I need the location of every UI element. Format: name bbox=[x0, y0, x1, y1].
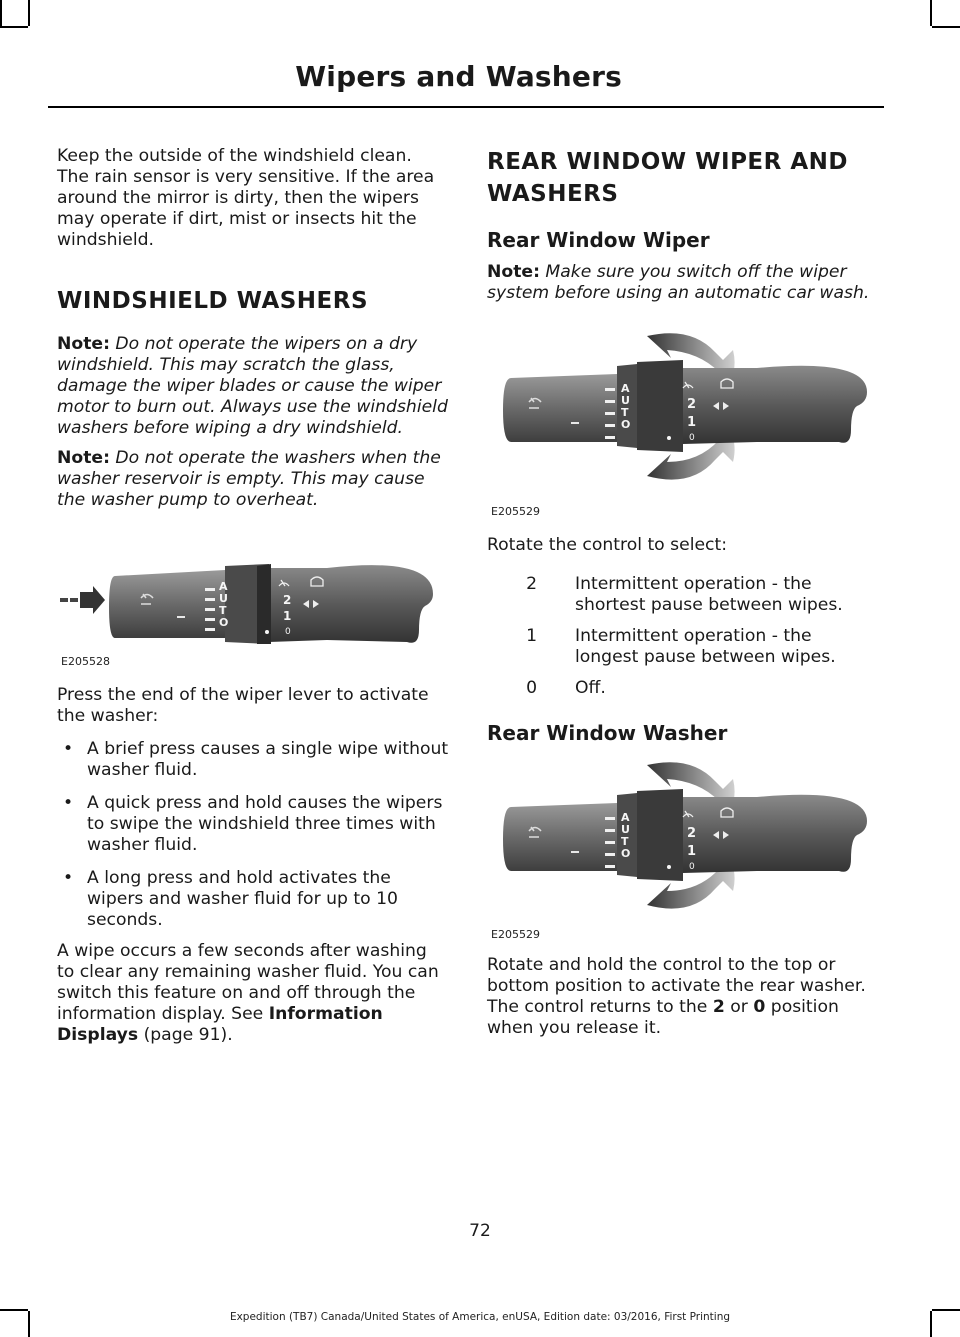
intro-paragraph: Keep the outside of the windshield clean. The rain sensor is very sensitive. If the area around the mirror is dirty, then the wipers may operate if dirt, mist or insects hit the windshield. bbox=[57, 146, 435, 250]
auto-letter: U bbox=[621, 823, 630, 836]
note-text: Make sure you switch off the wiper system before using an automatic car wash. bbox=[487, 262, 870, 303]
bullet-list bbox=[57, 739, 449, 931]
speed-2-label: 2 bbox=[687, 826, 697, 841]
note-paragraph bbox=[57, 334, 449, 439]
press-arrow-icon bbox=[60, 586, 105, 614]
rear-wiper-lever-illustration bbox=[487, 328, 879, 488]
note-label: Note: bbox=[57, 334, 110, 354]
list-item: • A long press and hold activates the wipers and washer fluid for up to 10 seconds. bbox=[57, 868, 449, 931]
wiper-lever-illustration bbox=[57, 558, 449, 656]
footer-text: Expedition (TB7) Canada/United States of America, enUSA, Edition date: 03/2016, First Printing bbox=[229, 1311, 731, 1323]
or-text: or bbox=[730, 997, 748, 1017]
left-column bbox=[57, 146, 449, 1046]
speed-2-label: 2 bbox=[687, 397, 697, 412]
speed-1-label: 1 bbox=[687, 844, 697, 859]
subsection-heading: Rear Window Washer bbox=[487, 721, 728, 745]
auto-letter: O bbox=[621, 847, 631, 860]
wipe-paragraph bbox=[57, 941, 449, 1046]
auto-letter: U bbox=[621, 394, 630, 407]
option-list bbox=[487, 574, 879, 699]
auto-letter: T bbox=[621, 835, 629, 848]
auto-letter: U bbox=[219, 592, 228, 605]
option-number: 1 bbox=[526, 626, 537, 646]
note-label: Note: bbox=[57, 448, 110, 468]
crop-mark bbox=[0, 0, 2, 26]
note-paragraph bbox=[487, 262, 879, 304]
figure-code: E205528 bbox=[61, 655, 110, 668]
rear-washer-figure bbox=[487, 757, 879, 941]
option-row bbox=[487, 678, 879, 699]
rotate-instruction: Rotate the control to select: bbox=[487, 535, 728, 555]
subsection-heading: Rear Window Wiper bbox=[487, 228, 710, 252]
press-instruction: Press the end of the wiper lever to activate the washer: bbox=[57, 685, 429, 726]
section-heading: WINDSHIELD WASHERS bbox=[57, 288, 369, 314]
crop-mark bbox=[28, 0, 30, 26]
auto-letter: O bbox=[621, 418, 631, 431]
note-text: Do not operate the washers when the washer reservoir is empty. This may cause the washer pump to overheat. bbox=[57, 448, 441, 510]
option-description: Intermittent operation - the shortest pause between wipes. bbox=[575, 574, 843, 615]
rear-wiper-figure bbox=[487, 328, 879, 518]
speed-1-label: 1 bbox=[283, 609, 292, 623]
see-text: See bbox=[231, 1004, 264, 1024]
auto-letter: T bbox=[621, 406, 629, 419]
rear-washer-text-end: position when you release it. bbox=[487, 997, 839, 1038]
rear-washer-paragraph bbox=[487, 955, 879, 1039]
note-label: Note: bbox=[487, 262, 540, 282]
crop-mark bbox=[930, 0, 932, 26]
rear-washer-text: Rotate and hold the control to the top or bottom position to activate the rear washer. The control returns to the bbox=[487, 955, 866, 1017]
auto-letter: T bbox=[219, 604, 227, 617]
list-item: • A brief press causes a single wipe without washer fluid. bbox=[57, 739, 449, 781]
page-reference: (page 91). bbox=[143, 1025, 233, 1045]
speed-0-label: 0 bbox=[689, 433, 695, 443]
option-row bbox=[487, 574, 879, 616]
option-number: 0 bbox=[526, 678, 537, 698]
right-column bbox=[487, 146, 879, 1039]
speed-2-label: 2 bbox=[283, 593, 292, 607]
speed-1-label: 1 bbox=[687, 415, 697, 430]
crop-mark bbox=[0, 26, 28, 28]
information-displays-link[interactable]: Information Displays bbox=[57, 1004, 383, 1045]
wipe-text: A wipe occurs a few seconds after washing to clear any remaining washer fluid. You can switch this feature on and off through the information display. bbox=[57, 941, 439, 1024]
crop-mark bbox=[932, 26, 960, 28]
position-2-label: 2 bbox=[712, 997, 725, 1017]
rear-washer-lever-illustration bbox=[487, 757, 879, 917]
header-rule bbox=[48, 106, 884, 108]
auto-letter: O bbox=[219, 616, 229, 629]
auto-letter: A bbox=[219, 580, 228, 593]
speed-0-label: 0 bbox=[689, 862, 695, 872]
option-description: Off. bbox=[575, 678, 606, 698]
option-row bbox=[487, 626, 879, 668]
figure-code: E205529 bbox=[491, 505, 540, 518]
list-item: • A quick press and hold causes the wipers to swipe the windshield three times with washer fluid. bbox=[57, 793, 449, 856]
auto-letter: A bbox=[621, 382, 630, 395]
position-0-label: 0 bbox=[753, 997, 766, 1017]
wiper-lever-figure bbox=[57, 558, 449, 668]
note-paragraph bbox=[57, 448, 449, 511]
option-number: 2 bbox=[526, 574, 537, 594]
page-number: 72 bbox=[469, 1221, 491, 1241]
note-text: Do not operate the wipers on a dry windshield. This may scratch the glass, damage the wiper blades or cause the wiper motor to burn out. Always use the windshield washers before wiping a dry windshield. bbox=[57, 334, 448, 438]
auto-letter: A bbox=[621, 811, 630, 824]
page-title: Wipers and Washers bbox=[295, 60, 622, 93]
figure-code: E205529 bbox=[491, 928, 540, 941]
option-description: Intermittent operation - the longest pause between wipes. bbox=[575, 626, 836, 667]
section-heading: REAR WINDOW WIPER AND WASHERS bbox=[487, 149, 848, 207]
speed-0-label: 0 bbox=[285, 627, 291, 637]
